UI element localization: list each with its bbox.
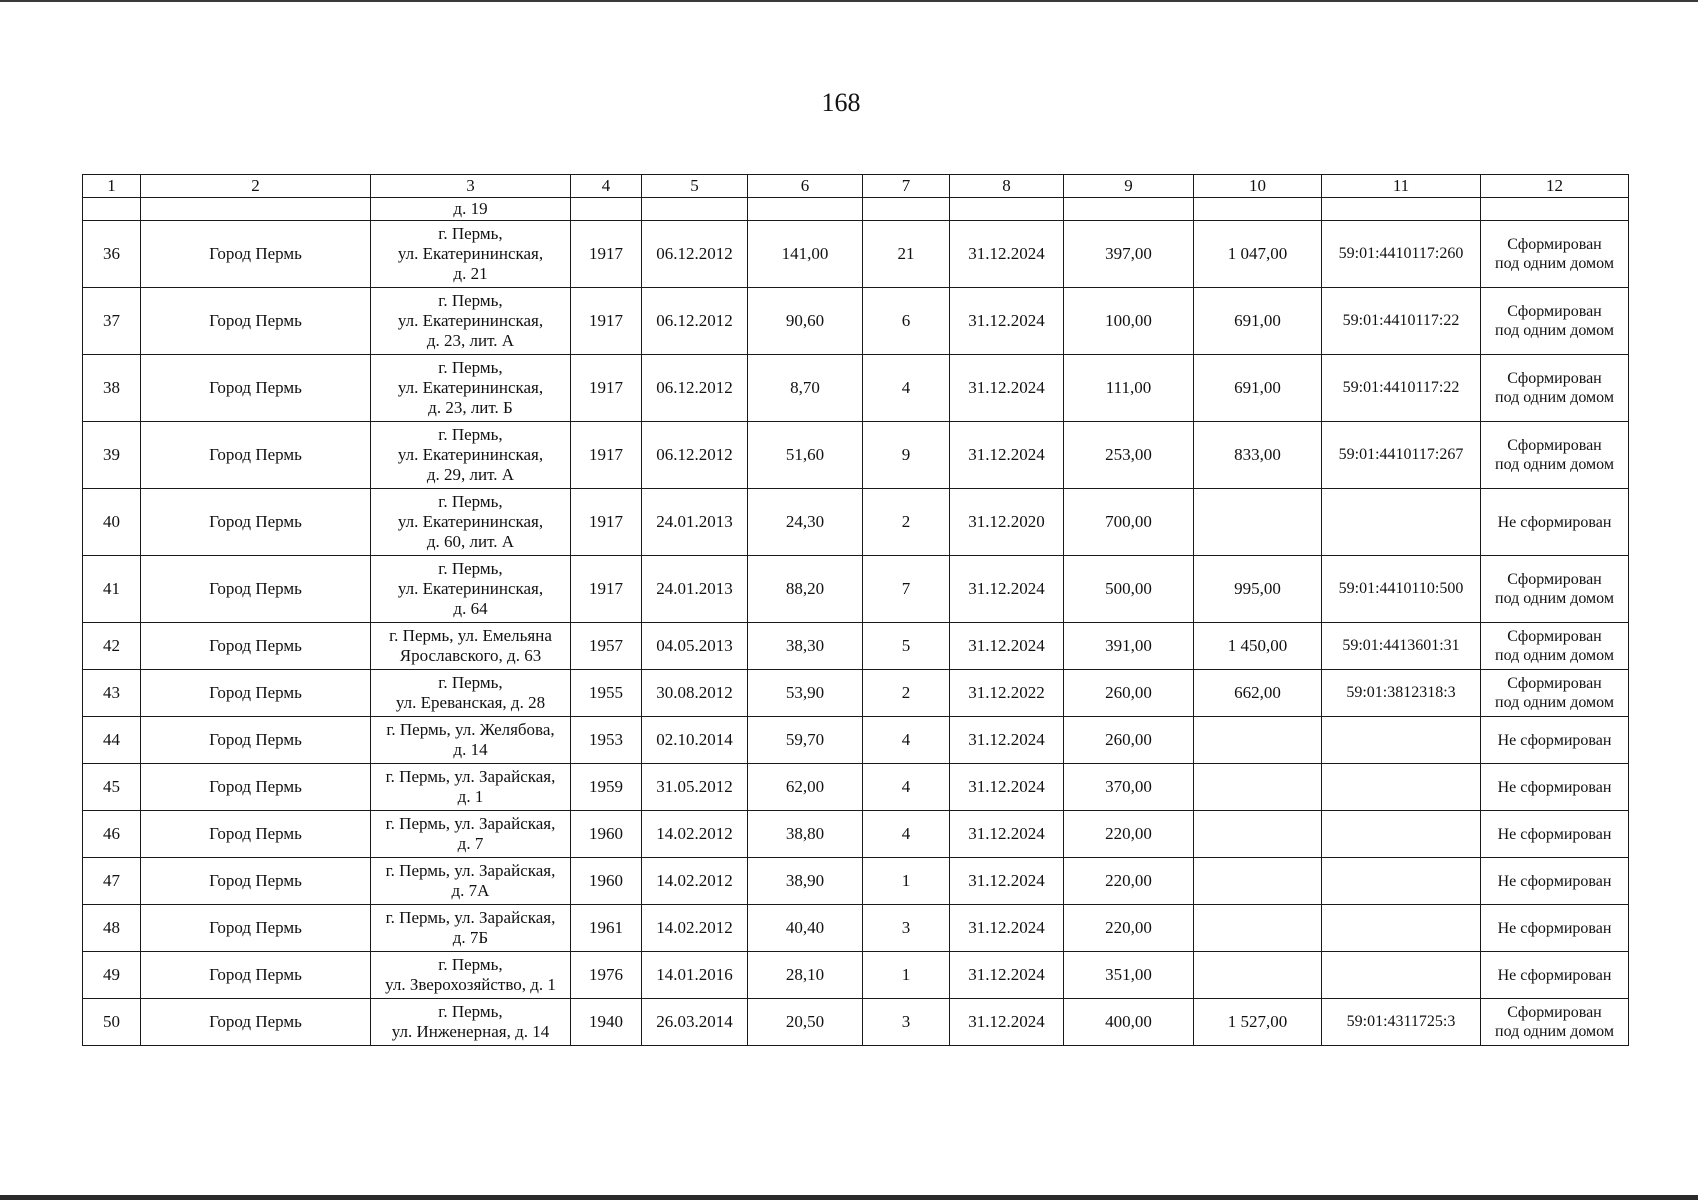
cell-cadastral xyxy=(1322,764,1481,811)
cell-area: 38,30 xyxy=(748,623,863,670)
cell-term: 31.12.2024 xyxy=(950,858,1064,905)
table-row xyxy=(83,355,1629,422)
cell-status-line: Сформирован xyxy=(1507,1004,1602,1021)
cell-status xyxy=(1481,905,1629,952)
cell-term: 31.12.2024 xyxy=(950,422,1064,489)
cell-area: 40,40 xyxy=(748,905,863,952)
cell-term: 31.12.2024 xyxy=(950,999,1064,1046)
table-row xyxy=(83,717,1629,764)
cell-col10: 691,00 xyxy=(1194,355,1322,422)
cell-status-line: под одним домом xyxy=(1495,647,1614,664)
cell-term: 31.12.2024 xyxy=(950,811,1064,858)
cell-col10 xyxy=(1194,764,1322,811)
cell-year: 1940 xyxy=(571,999,642,1046)
cell-area: 28,10 xyxy=(748,952,863,999)
cell-term: 31.12.2024 xyxy=(950,355,1064,422)
table-row xyxy=(83,422,1629,489)
cell-date: 14.01.2016 xyxy=(642,952,748,999)
cell-col9: 260,00 xyxy=(1064,717,1194,764)
cell-area: 8,70 xyxy=(748,355,863,422)
cell-status-line: под одним домом xyxy=(1495,255,1614,272)
cell-address xyxy=(371,221,571,288)
cell-address-line: ул. Инженерная, д. 14 xyxy=(391,1022,550,1041)
cell-year: 1959 xyxy=(571,764,642,811)
cell-year: 1960 xyxy=(571,811,642,858)
cell-address-line: ул. Екатерининская, xyxy=(397,244,544,263)
cell-cadastral xyxy=(1322,905,1481,952)
cell-status xyxy=(1481,221,1629,288)
cell-count: 4 xyxy=(863,717,950,764)
cell-municipality: Город Пермь xyxy=(141,811,371,858)
cell-year: 1917 xyxy=(571,288,642,355)
cell-status-line: Сформирован xyxy=(1507,370,1602,387)
table-row xyxy=(83,999,1629,1046)
cell-no: 43 xyxy=(83,670,141,717)
cell-term: 31.12.2024 xyxy=(950,556,1064,623)
cell-status xyxy=(1481,858,1629,905)
cell-status xyxy=(1481,999,1629,1046)
cell-status-line: Не сформирован xyxy=(1497,731,1612,749)
cell-address xyxy=(371,858,571,905)
cell-col10: 662,00 xyxy=(1194,670,1322,717)
cell-col10 xyxy=(1194,811,1322,858)
cell-address-line: г. Пермь, xyxy=(438,291,503,310)
cell-status-line: Не сформирован xyxy=(1497,919,1612,937)
cell-address xyxy=(371,489,571,556)
cell-date: 26.03.2014 xyxy=(642,999,748,1046)
cell-term: 31.12.2024 xyxy=(950,221,1064,288)
cell-municipality: Город Пермь xyxy=(141,858,371,905)
cell-count: 2 xyxy=(863,489,950,556)
cell-status-line: Не сформирован xyxy=(1497,513,1612,531)
cell-no: 39 xyxy=(83,422,141,489)
cell-cadastral: 59:01:4410117:267 xyxy=(1322,422,1481,489)
cell-address xyxy=(371,556,571,623)
cell-address xyxy=(371,952,571,999)
cell-col9: 397,00 xyxy=(1064,221,1194,288)
table-row xyxy=(83,764,1629,811)
cell-no: 37 xyxy=(83,288,141,355)
cell-count xyxy=(863,198,950,221)
cell-date: 24.01.2013 xyxy=(642,489,748,556)
cell-status-line: Не сформирован xyxy=(1497,872,1612,890)
cell-address-line: ул. Екатерининская, xyxy=(397,311,544,330)
cell-status xyxy=(1481,717,1629,764)
cell-no: 36 xyxy=(83,221,141,288)
cell-address xyxy=(371,999,571,1046)
cell-address-line: д. 64 xyxy=(453,599,488,618)
cell-address-line: Ярославского, д. 63 xyxy=(399,646,542,665)
column-header-6: 6 xyxy=(748,175,863,198)
cell-no: 42 xyxy=(83,623,141,670)
cell-status-line: под одним домом xyxy=(1495,322,1614,339)
cell-address-line: г. Пермь, ул. Емельяна xyxy=(389,626,552,645)
cell-cadastral xyxy=(1322,811,1481,858)
cell-area: 59,70 xyxy=(748,717,863,764)
cell-municipality: Город Пермь xyxy=(141,905,371,952)
cell-address xyxy=(371,764,571,811)
cell-date xyxy=(642,198,748,221)
cell-col9: 220,00 xyxy=(1064,905,1194,952)
cell-col10: 833,00 xyxy=(1194,422,1322,489)
cell-address xyxy=(371,670,571,717)
cell-no xyxy=(83,198,141,221)
cell-address-line: д. 1 xyxy=(457,787,484,806)
cell-cadastral: 59:01:4413601:31 xyxy=(1322,623,1481,670)
cell-municipality: Город Пермь xyxy=(141,288,371,355)
cell-status-line: Не сформирован xyxy=(1497,966,1612,984)
cell-col9: 220,00 xyxy=(1064,811,1194,858)
cell-area: 24,30 xyxy=(748,489,863,556)
cell-count: 2 xyxy=(863,670,950,717)
cell-address-line: г. Пермь, xyxy=(438,673,503,692)
cell-status xyxy=(1481,355,1629,422)
cell-cadastral xyxy=(1322,858,1481,905)
cell-date: 31.05.2012 xyxy=(642,764,748,811)
cell-no: 40 xyxy=(83,489,141,556)
cell-municipality: Город Пермь xyxy=(141,355,371,422)
cell-year: 1917 xyxy=(571,221,642,288)
cell-date: 24.01.2013 xyxy=(642,556,748,623)
cell-col10: 691,00 xyxy=(1194,288,1322,355)
cell-year: 1976 xyxy=(571,952,642,999)
cell-date: 02.10.2014 xyxy=(642,717,748,764)
cell-address-line: ул. Екатерининская, xyxy=(397,512,544,531)
cell-status xyxy=(1481,288,1629,355)
table-row xyxy=(83,670,1629,717)
cell-status-line: Сформирован xyxy=(1507,571,1602,588)
cell-address-line: г. Пермь, ул. Зарайская, xyxy=(385,908,556,927)
cell-status-line: Сформирован xyxy=(1507,628,1602,645)
cell-year: 1917 xyxy=(571,489,642,556)
cell-address-line: д. 14 xyxy=(453,740,488,759)
cell-municipality: Город Пермь xyxy=(141,221,371,288)
cell-col9: 253,00 xyxy=(1064,422,1194,489)
cell-cadastral: 59:01:3812318:3 xyxy=(1322,670,1481,717)
cell-date: 14.02.2012 xyxy=(642,905,748,952)
cell-address-line: г. Пермь, ул. Желябова, xyxy=(386,720,555,739)
cell-address-line: г. Пермь, xyxy=(438,1002,503,1021)
cell-municipality: Город Пермь xyxy=(141,422,371,489)
cell-status-line: под одним домом xyxy=(1495,590,1614,607)
column-header-1: 1 xyxy=(83,175,141,198)
cell-address xyxy=(371,288,571,355)
cell-cadastral: 59:01:4410117:22 xyxy=(1322,355,1481,422)
column-header-4: 4 xyxy=(571,175,642,198)
cell-address: д. 19 xyxy=(371,198,571,221)
cell-area: 51,60 xyxy=(748,422,863,489)
cell-area: 38,90 xyxy=(748,858,863,905)
cell-municipality: Город Пермь xyxy=(141,623,371,670)
cell-address-line: д. 7А xyxy=(451,881,490,900)
cell-address-line: д. 7 xyxy=(457,834,484,853)
table-row xyxy=(83,858,1629,905)
cell-address-line: ул. Екатерининская, xyxy=(397,378,544,397)
cell-count: 3 xyxy=(863,905,950,952)
cell-no: 47 xyxy=(83,858,141,905)
cell-status xyxy=(1481,422,1629,489)
cell-address-line: г. Пермь, ул. Зарайская, xyxy=(385,861,556,880)
cell-status-line: Сформирован xyxy=(1507,675,1602,692)
cell-cadastral: 59:01:4410117:22 xyxy=(1322,288,1481,355)
cell-address-line: г. Пермь, xyxy=(438,224,503,243)
scan-edge-bottom xyxy=(0,1195,1698,1200)
column-header-8: 8 xyxy=(950,175,1064,198)
cell-address-line: г. Пермь, xyxy=(438,492,503,511)
column-header-10: 10 xyxy=(1194,175,1322,198)
cell-term: 31.12.2024 xyxy=(950,623,1064,670)
column-number-row xyxy=(83,175,1629,198)
cell-municipality: Город Пермь xyxy=(141,717,371,764)
cell-status xyxy=(1481,198,1629,221)
cell-area: 38,80 xyxy=(748,811,863,858)
cell-area: 90,60 xyxy=(748,288,863,355)
cell-col10: 1 047,00 xyxy=(1194,221,1322,288)
cell-count: 4 xyxy=(863,355,950,422)
cell-address-line: г. Пермь, ул. Зарайская, xyxy=(385,767,556,786)
cell-status xyxy=(1481,489,1629,556)
cell-cadastral xyxy=(1322,489,1481,556)
cell-address xyxy=(371,905,571,952)
cell-area: 20,50 xyxy=(748,999,863,1046)
cell-address-line: ул. Екатерининская, xyxy=(397,579,544,598)
cell-municipality: Город Пермь xyxy=(141,764,371,811)
cell-address-line: д. 23, лит. Б xyxy=(428,398,513,417)
cell-term xyxy=(950,198,1064,221)
cell-count: 1 xyxy=(863,858,950,905)
cell-municipality: Город Пермь xyxy=(141,556,371,623)
cell-status-line: под одним домом xyxy=(1495,456,1614,473)
column-header-11: 11 xyxy=(1322,175,1481,198)
cell-date: 14.02.2012 xyxy=(642,858,748,905)
cell-status xyxy=(1481,764,1629,811)
cell-term: 31.12.2024 xyxy=(950,764,1064,811)
cell-count: 3 xyxy=(863,999,950,1046)
table-row xyxy=(83,811,1629,858)
table-body xyxy=(83,198,1629,1046)
cell-date: 30.08.2012 xyxy=(642,670,748,717)
cell-no: 49 xyxy=(83,952,141,999)
cell-status xyxy=(1481,556,1629,623)
cell-col9: 391,00 xyxy=(1064,623,1194,670)
table-row xyxy=(83,288,1629,355)
cell-address-line: д. 21 xyxy=(453,264,488,283)
cell-status xyxy=(1481,670,1629,717)
cell-status-line: под одним домом xyxy=(1495,389,1614,406)
cell-date: 06.12.2012 xyxy=(642,422,748,489)
cell-date: 14.02.2012 xyxy=(642,811,748,858)
cell-status-line: под одним домом xyxy=(1495,694,1614,711)
column-header-2: 2 xyxy=(141,175,371,198)
cell-year xyxy=(571,198,642,221)
cell-status-line: Сформирован xyxy=(1507,236,1602,253)
cell-count: 4 xyxy=(863,764,950,811)
cell-count: 7 xyxy=(863,556,950,623)
cell-no: 41 xyxy=(83,556,141,623)
table-row xyxy=(83,221,1629,288)
cell-no: 48 xyxy=(83,905,141,952)
cell-no: 38 xyxy=(83,355,141,422)
cell-address-line: г. Пермь, ул. Зарайская, xyxy=(385,814,556,833)
cell-cadastral xyxy=(1322,198,1481,221)
cell-col9: 260,00 xyxy=(1064,670,1194,717)
cell-status xyxy=(1481,623,1629,670)
cell-year: 1961 xyxy=(571,905,642,952)
continuation-row xyxy=(83,198,1629,221)
cell-address-line: г. Пермь, xyxy=(438,559,503,578)
column-header-12: 12 xyxy=(1481,175,1629,198)
cell-status-line: под одним домом xyxy=(1495,1023,1614,1040)
cell-date: 04.05.2013 xyxy=(642,623,748,670)
cell-address xyxy=(371,355,571,422)
cell-status-line: Сформирован xyxy=(1507,437,1602,454)
cell-col10 xyxy=(1194,489,1322,556)
cell-term: 31.12.2022 xyxy=(950,670,1064,717)
cell-municipality: Город Пермь xyxy=(141,952,371,999)
cell-address-line: ул. Зверохозяйство, д. 1 xyxy=(385,975,556,994)
cell-term: 31.12.2024 xyxy=(950,905,1064,952)
table-row xyxy=(83,489,1629,556)
column-header-7: 7 xyxy=(863,175,950,198)
cell-no: 44 xyxy=(83,717,141,764)
cell-year: 1917 xyxy=(571,422,642,489)
cell-cadastral: 59:01:4410117:260 xyxy=(1322,221,1481,288)
cell-status xyxy=(1481,811,1629,858)
cell-area xyxy=(748,198,863,221)
cell-municipality xyxy=(141,198,371,221)
cell-col10 xyxy=(1194,198,1322,221)
cell-year: 1917 xyxy=(571,556,642,623)
cell-count: 5 xyxy=(863,623,950,670)
page-number: 168 xyxy=(821,88,861,117)
cell-address xyxy=(371,717,571,764)
cell-status xyxy=(1481,952,1629,999)
cell-year: 1953 xyxy=(571,717,642,764)
cell-count: 21 xyxy=(863,221,950,288)
column-header-9: 9 xyxy=(1064,175,1194,198)
cell-no: 50 xyxy=(83,999,141,1046)
cell-status-line: Сформирован xyxy=(1507,303,1602,320)
cell-term: 31.12.2024 xyxy=(950,717,1064,764)
cell-col10 xyxy=(1194,717,1322,764)
cell-col10: 1 527,00 xyxy=(1194,999,1322,1046)
register-table xyxy=(82,174,1629,1046)
cell-year: 1957 xyxy=(571,623,642,670)
cell-col9 xyxy=(1064,198,1194,221)
cell-cadastral: 59:01:4311725:3 xyxy=(1322,999,1481,1046)
cell-date: 06.12.2012 xyxy=(642,221,748,288)
cell-cadastral: 59:01:4410110:500 xyxy=(1322,556,1481,623)
cell-col9: 400,00 xyxy=(1064,999,1194,1046)
cell-address xyxy=(371,811,571,858)
cell-term: 31.12.2024 xyxy=(950,288,1064,355)
cell-date: 06.12.2012 xyxy=(642,288,748,355)
table-row xyxy=(83,623,1629,670)
cell-col10: 1 450,00 xyxy=(1194,623,1322,670)
cell-municipality: Город Пермь xyxy=(141,670,371,717)
table-row xyxy=(83,556,1629,623)
column-header-3: 3 xyxy=(371,175,571,198)
cell-municipality: Город Пермь xyxy=(141,489,371,556)
cell-col9: 500,00 xyxy=(1064,556,1194,623)
table-row xyxy=(83,952,1629,999)
cell-col9: 700,00 xyxy=(1064,489,1194,556)
cell-count: 6 xyxy=(863,288,950,355)
cell-address-line: г. Пермь, xyxy=(438,955,503,974)
cell-term: 31.12.2020 xyxy=(950,489,1064,556)
cell-count: 4 xyxy=(863,811,950,858)
cell-date: 06.12.2012 xyxy=(642,355,748,422)
cell-area: 62,00 xyxy=(748,764,863,811)
cell-col10: 995,00 xyxy=(1194,556,1322,623)
cell-area: 141,00 xyxy=(748,221,863,288)
cell-address-line: г. Пермь, xyxy=(438,425,503,444)
cell-col10 xyxy=(1194,952,1322,999)
cell-col9: 370,00 xyxy=(1064,764,1194,811)
cell-address-line: д. 23, лит. А xyxy=(426,331,515,350)
cell-term: 31.12.2024 xyxy=(950,952,1064,999)
cell-count: 1 xyxy=(863,952,950,999)
cell-col10 xyxy=(1194,858,1322,905)
scan-edge-top xyxy=(0,0,1698,2)
cell-col9: 111,00 xyxy=(1064,355,1194,422)
cell-col10 xyxy=(1194,905,1322,952)
cell-address-line: д. 29, лит. А xyxy=(426,465,515,484)
cell-address-line: д. 7Б xyxy=(452,928,489,947)
cell-no: 46 xyxy=(83,811,141,858)
cell-area: 53,90 xyxy=(748,670,863,717)
cell-address xyxy=(371,623,571,670)
cell-year: 1960 xyxy=(571,858,642,905)
column-header-5: 5 xyxy=(642,175,748,198)
cell-col9: 351,00 xyxy=(1064,952,1194,999)
cell-municipality: Город Пермь xyxy=(141,999,371,1046)
cell-address-line: ул. Екатерининская, xyxy=(397,445,544,464)
cell-address-line: д. 60, лит. А xyxy=(426,532,515,551)
cell-col9: 100,00 xyxy=(1064,288,1194,355)
cell-area: 88,20 xyxy=(748,556,863,623)
cell-no: 45 xyxy=(83,764,141,811)
cell-status-line: Не сформирован xyxy=(1497,778,1612,796)
table-row xyxy=(83,905,1629,952)
cell-status-line: Не сформирован xyxy=(1497,825,1612,843)
cell-address-line: ул. Ереванская, д. 28 xyxy=(395,693,546,712)
cell-address-line: г. Пермь, xyxy=(438,358,503,377)
cell-year: 1955 xyxy=(571,670,642,717)
cell-count: 9 xyxy=(863,422,950,489)
cell-cadastral xyxy=(1322,952,1481,999)
cell-col9: 220,00 xyxy=(1064,858,1194,905)
cell-year: 1917 xyxy=(571,355,642,422)
cell-cadastral xyxy=(1322,717,1481,764)
cell-address xyxy=(371,422,571,489)
